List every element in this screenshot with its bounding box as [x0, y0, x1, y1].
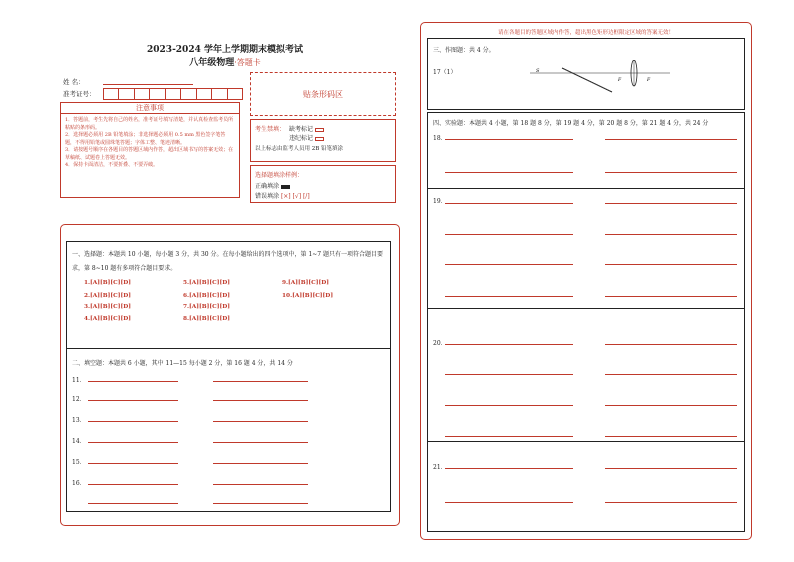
q20-line-1[interactable] [445, 344, 573, 345]
q19-label: 19． [433, 198, 447, 205]
fill-q13-line-a[interactable] [88, 421, 178, 422]
q17-label: 17（1） [433, 69, 457, 76]
q19-line-3[interactable] [445, 234, 573, 235]
q21-line-3[interactable] [445, 502, 573, 503]
notes-title: 注意事项 [61, 103, 239, 114]
mc-q5[interactable]: 5.[A][B][C][D] [183, 280, 231, 286]
fill-q13-line-b[interactable] [213, 421, 308, 422]
fill-q16-label: 16． [72, 480, 86, 487]
mc-q10[interactable]: 10.[A][B][C][D] [282, 293, 334, 299]
fill-q16-line-c[interactable] [88, 503, 178, 504]
q19-line-4[interactable] [605, 234, 737, 235]
barcode-area [250, 72, 396, 116]
mc-q4[interactable]: 4.[A][B][C][D] [84, 316, 132, 322]
fill-q15-label: 15． [72, 459, 86, 466]
fill-q12-line-b[interactable] [213, 400, 308, 401]
wrong-fill-sample: [×] [√] [/] [280, 193, 310, 200]
fill-sample-title: 选择题填涂样例： [255, 172, 304, 179]
q21-line-4[interactable] [605, 502, 737, 503]
note-item-4: 4．保持卡面清洁，不要折叠、不要弄破。 [65, 162, 159, 168]
id-label: 准考证号： [63, 90, 96, 98]
q21-line-1[interactable] [445, 468, 573, 469]
exam-status-note: 以上标志由监考人员用 2B 铅笔填涂 [255, 146, 344, 152]
q20-line-4[interactable] [605, 374, 737, 375]
mc-q6[interactable]: 6.[A][B][C][D] [183, 293, 231, 299]
sheet-subtitle [120, 55, 330, 68]
right-warning: 请在各题目的答题区域内作答，超出黑色矩形边框限定区域的答案无效！ [497, 30, 674, 36]
barcode-label: 贴条形码区 [303, 89, 343, 99]
q19-q20-divider [427, 308, 745, 309]
mc-q2[interactable]: 2.[A][B][C][D] [84, 293, 132, 299]
fill-sample-box [250, 165, 396, 203]
id-boxes[interactable] [103, 88, 243, 100]
wrong-fill-label: 错误填涂 [255, 193, 280, 200]
name-label: 姓 名： [63, 78, 85, 86]
focus-left-label: F [618, 78, 622, 83]
note-item-1: 1．答题前，考生先将自己的姓名，准考证号填写清楚，并认真检查监考员所粘贴的条形码。 [65, 117, 234, 131]
section2-heading: 二、填空题：本题共 6 小题，其中 11—15 每小题 2 分，第 16 题 4 分，共 14 分 [72, 360, 293, 367]
name-field[interactable] [103, 77, 193, 85]
q20-label: 20． [433, 340, 447, 347]
fill-q16-line-b[interactable] [213, 484, 308, 485]
q20-line-2[interactable] [605, 344, 737, 345]
q20-line-7[interactable] [445, 436, 573, 437]
q19-line-1[interactable] [445, 203, 573, 204]
focus-right-label: F [647, 78, 651, 83]
fill-q12-label: 12． [72, 396, 86, 403]
q19-line-7[interactable] [445, 296, 573, 297]
q20-line-3[interactable] [445, 374, 573, 375]
fill-q16-line-a[interactable] [88, 484, 178, 485]
fill-q12-line-a[interactable] [88, 400, 178, 401]
subject-label: 八年级物理 [189, 58, 235, 68]
note-item-3: 3．请按题号顺序在各题目的答题区域内作答，超出区域书写的答案无效；在草稿纸、试题卷上答题无效。 [65, 147, 234, 161]
q20-line-5[interactable] [445, 405, 573, 406]
answer-card-label: ·答题卡 [234, 58, 261, 67]
q18-label: 18． [433, 135, 447, 142]
q21-line-2[interactable] [605, 468, 737, 469]
absent-mark[interactable] [315, 128, 324, 132]
correct-fill-sample [281, 185, 290, 189]
section4-box [427, 112, 745, 532]
q21-label: 21． [433, 464, 447, 471]
exam-status-box [250, 119, 396, 162]
section3-heading: 三、作图题：共 4 分。 [433, 47, 495, 54]
q20-line-6[interactable] [605, 405, 737, 406]
q20-line-8[interactable] [605, 436, 737, 437]
q18-line-4[interactable] [605, 172, 737, 173]
point-s-label: S [536, 68, 540, 74]
correct-fill-label: 正确填涂 [255, 183, 280, 190]
fill-q11-line-a[interactable] [88, 381, 178, 382]
q20-q21-divider [427, 441, 745, 442]
q19-line-8[interactable] [605, 296, 737, 297]
q18-line-1[interactable] [445, 139, 573, 140]
section1-heading: 一、选择题：本题共 10 小题，每小题 3 分，共 30 分。在每小题给出的四个选项中，第 1~7 题只有一项符合题目要求，第 8~10 题有多项符合题目要求。 [72, 251, 384, 272]
mc-q1[interactable]: 1.[A][B][C][D] [84, 280, 132, 286]
section-divider [66, 348, 391, 349]
fill-q16-line-d[interactable] [213, 503, 308, 504]
fill-q15-line-b[interactable] [213, 463, 308, 464]
note-item-2: 2．选择题必须用 2B 铅笔填涂；非选择题必须用 0.5 mm 黑色签字笔答题，不得用铅笔或圆珠笔答题；字体工整、笔迹清晰。 [65, 132, 226, 146]
fill-q11-label: 11． [72, 377, 86, 384]
absent-label: 缺考标记 [289, 126, 314, 133]
fill-q14-label: 14． [72, 438, 86, 445]
fill-q14-line-b[interactable] [213, 442, 308, 443]
fill-q13-label: 13． [72, 417, 86, 424]
sheet-title: 2023-2024 学年上学期期末模拟考试 [147, 45, 303, 55]
exam-status-label: 考生禁填： [255, 126, 286, 133]
q18-q19-divider [427, 188, 745, 189]
q19-line-6[interactable] [605, 264, 737, 265]
fill-q11-line-b[interactable] [213, 381, 308, 382]
mc-q9[interactable]: 9.[A][B][C][D] [282, 280, 330, 286]
violation-label: 违纪标记 [289, 135, 314, 142]
mc-q3[interactable]: 3.[A][B][C][D] [84, 304, 132, 310]
lens-diagram[interactable] [530, 60, 670, 100]
violation-mark[interactable] [315, 137, 324, 141]
fill-q15-line-a[interactable] [88, 463, 178, 464]
q19-line-5[interactable] [445, 264, 573, 265]
q18-line-3[interactable] [445, 172, 573, 173]
section4-heading: 四、实验题：本题共 4 小题，第 18 题 8 分，第 19 题 4 分，第 20 题 8 分，第 21 题 4 分，共 24 分 [433, 120, 709, 127]
mc-q8[interactable]: 8.[A][B][C][D] [183, 316, 231, 322]
fill-q14-line-a[interactable] [88, 442, 178, 443]
notes-box [60, 102, 240, 198]
q18-line-2[interactable] [605, 139, 737, 140]
mc-q7[interactable]: 7.[A][B][C][D] [183, 304, 231, 310]
q19-line-2[interactable] [605, 203, 737, 204]
